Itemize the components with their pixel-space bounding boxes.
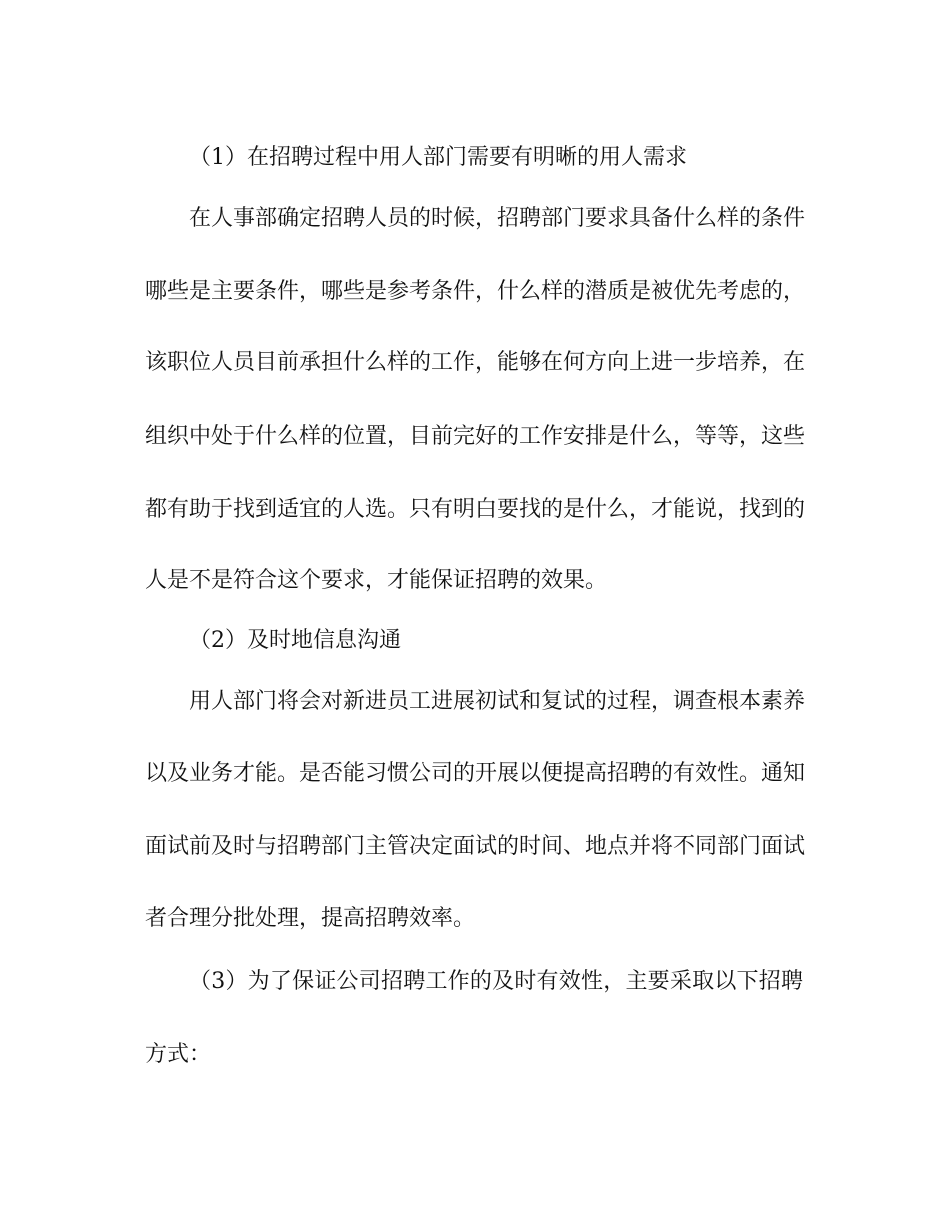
paragraph-line: 该职位人员目前承担什么样的工作，能够在何方向上进一步培养，在 [145, 350, 806, 375]
heading-2: （2）及时地信息沟通 [189, 628, 401, 653]
paragraph-line: 面试前及时与招聘部门主管决定面试的时间、地点并将不同部门面试 [145, 834, 806, 859]
paragraph-line: 都有助于找到适宜的人选。只有明白要找的是什么，才能说，找到的 [145, 497, 806, 522]
paragraph-line: 组织中处于什么样的位置，目前完好的工作安排是什么，等等，这些 [145, 424, 806, 449]
paragraph-line: 哪些是主要条件，哪些是参考条件，什么样的潜质是被优先考虑的， [145, 279, 806, 304]
heading-1: （1）在招聘过程中用人部门需要有明晰的用人需求 [189, 145, 687, 170]
paragraph-line: 者合理分批处理，提高招聘效率。 [145, 906, 476, 931]
paragraph-line: 人是不是符合这个要求，才能保证招聘的效果。 [145, 568, 608, 593]
heading-3: （3）为了保证公司招聘工作的及时有效性，主要采取以下招聘 [189, 969, 803, 994]
paragraph-line: 用人部门将会对新进员工进展初试和复试的过程，调查根本素养 [189, 689, 806, 714]
paragraph-line: 方式： [145, 1042, 212, 1067]
paragraph-line: 在人事部确定招聘人员的时候，招聘部门要求具备什么样的条件 [189, 206, 806, 231]
paragraph-line: 以及业务才能。是否能习惯公司的开展以便提高招聘的有效性。通知 [145, 761, 806, 786]
